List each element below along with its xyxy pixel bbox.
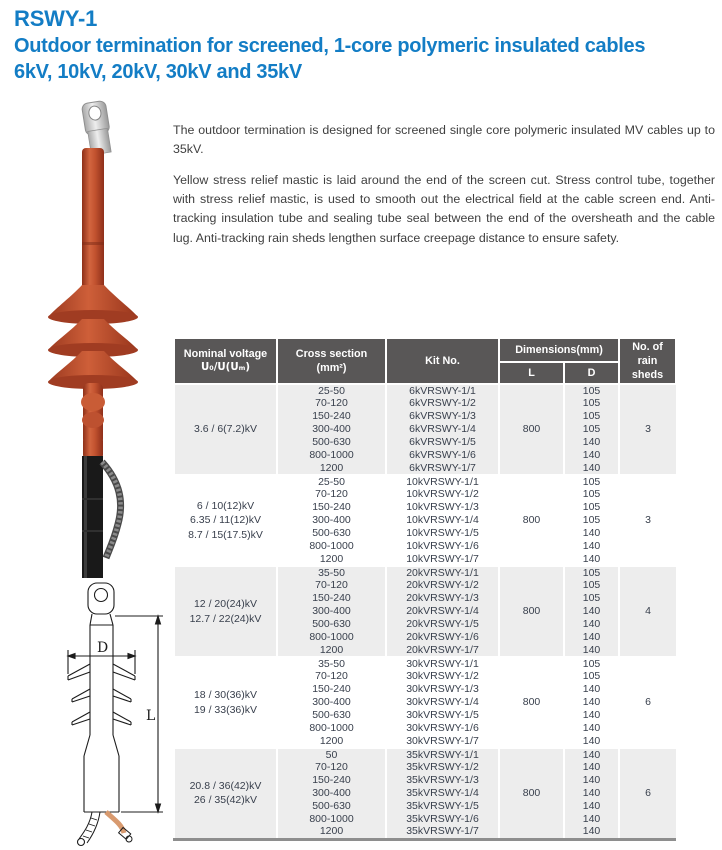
dimension-d-cell: 105 (564, 579, 619, 592)
col-header-dim-d: D (564, 362, 619, 384)
kit-no-cell: 6kVRSWY-1/1 (386, 384, 499, 397)
kit-no-cell: 6kVRSWY-1/2 (386, 397, 499, 410)
dimension-d-cell: 140 (564, 449, 619, 462)
dimension-d-cell: 105 (564, 566, 619, 579)
dimension-d-cell: 140 (564, 462, 619, 475)
kit-no-cell: 35kVRSWY-1/1 (386, 748, 499, 761)
cross-section-cell: 25-50 (277, 384, 386, 397)
earth-braid (102, 462, 121, 558)
cross-section-cell: 150-240 (277, 683, 386, 696)
cross-section-cell: 150-240 (277, 774, 386, 787)
cross-section-cell: 1200 (277, 462, 386, 475)
dimension-d-cell: 140 (564, 800, 619, 813)
kit-no-cell: 35kVRSWY-1/4 (386, 787, 499, 800)
dimension-d-cell: 140 (564, 709, 619, 722)
cross-section-cell: 70-120 (277, 488, 386, 501)
kit-no-cell: 30kVRSWY-1/1 (386, 657, 499, 670)
sealing-tube (81, 383, 105, 458)
dimension-d-cell: 140 (564, 553, 619, 566)
page-title: Outdoor termination for screened, 1-core polymeric insulated cables (14, 34, 646, 57)
spec-table (173, 337, 677, 841)
cross-section-cell: 1200 (277, 735, 386, 748)
cross-section-cell: 1200 (277, 644, 386, 657)
technical-drawing (20, 580, 170, 848)
kit-no-cell: 30kVRSWY-1/7 (386, 735, 499, 748)
kit-no-cell: 20kVRSWY-1/2 (386, 579, 499, 592)
col-header-kit-no: Kit No. (386, 338, 499, 384)
spec-table-wrap (173, 337, 675, 841)
cross-section-cell: 500-630 (277, 618, 386, 631)
kit-no-cell: 30kVRSWY-1/2 (386, 670, 499, 683)
rain-sheds-cell: 3 (619, 384, 676, 475)
dimension-d-cell: 105 (564, 488, 619, 501)
cross-section-cell: 25-50 (277, 475, 386, 488)
kit-no-cell: 20kVRSWY-1/7 (386, 644, 499, 657)
description (173, 121, 715, 248)
cross-section-cell: 1200 (277, 553, 386, 566)
rain-sheds-cell: 4 (619, 566, 676, 657)
cross-section-cell: 300-400 (277, 605, 386, 618)
cross-section-cell: 70-120 (277, 397, 386, 410)
cross-section-cell: 300-400 (277, 423, 386, 436)
kit-no-cell: 10kVRSWY-1/4 (386, 514, 499, 527)
kit-no-cell: 20kVRSWY-1/4 (386, 605, 499, 618)
voltage-group (174, 384, 676, 475)
dimension-d-cell: 105 (564, 475, 619, 488)
cross-section-cell: 70-120 (277, 670, 386, 683)
kit-no-cell: 6kVRSWY-1/6 (386, 449, 499, 462)
kit-no-cell: 10kVRSWY-1/5 (386, 527, 499, 540)
voltage-group (174, 475, 676, 566)
cross-section-cell: 70-120 (277, 761, 386, 774)
kit-no-cell: 30kVRSWY-1/6 (386, 722, 499, 735)
dimension-d-cell: 140 (564, 683, 619, 696)
dimension-d-cell: 140 (564, 722, 619, 735)
table-row (174, 657, 676, 670)
dimension-d-cell: 140 (564, 631, 619, 644)
voltage-group (174, 748, 676, 839)
dimension-d-cell: 105 (564, 410, 619, 423)
kit-no-cell: 20kVRSWY-1/5 (386, 618, 499, 631)
nominal-voltage-cell: 18 / 30(36)kV 19 / 33(36)kV (174, 657, 277, 748)
cross-section-cell: 70-120 (277, 579, 386, 592)
dimension-d-cell: 105 (564, 670, 619, 683)
dimension-d-label: D (97, 640, 109, 656)
voltage-group (174, 566, 676, 657)
dimension-d-cell: 105 (564, 657, 619, 670)
cross-section-cell: 800-1000 (277, 449, 386, 462)
rain-sheds-header-line1: No. of (632, 341, 663, 353)
kit-no-cell: 10kVRSWY-1/3 (386, 501, 499, 514)
col-header-cross-section: Cross section (mm²) (277, 338, 386, 384)
cross-section-cell: 500-630 (277, 436, 386, 449)
nominal-voltage-cell: 6 / 10(12)kV 6.35 / 11(12)kV 8.7 / 15(17.5)kV (174, 475, 277, 566)
nominal-voltage-header-line1: Nominal voltage (183, 348, 268, 361)
dimension-d-cell: 140 (564, 774, 619, 787)
kit-no-cell: 6kVRSWY-1/4 (386, 423, 499, 436)
kit-no-cell: 6kVRSWY-1/3 (386, 410, 499, 423)
dimension-l-cell: 800 (499, 384, 564, 475)
dimension-d-cell: 140 (564, 527, 619, 540)
dimension-d-cell: 105 (564, 384, 619, 397)
cross-section-cell: 800-1000 (277, 813, 386, 826)
title-block (14, 5, 714, 85)
dimension-d-cell: 105 (564, 514, 619, 527)
table-row (174, 384, 676, 397)
dimension-d-cell: 140 (564, 761, 619, 774)
table-header (174, 338, 676, 384)
cross-section-cell: 300-400 (277, 514, 386, 527)
cross-section-cell: 150-240 (277, 592, 386, 605)
nominal-voltage-cell: 20.8 / 36(42)kV 26 / 35(42)kV (174, 748, 277, 839)
page-title-voltages: 6kV, 10kV, 20kV, 30kV and 35kV (14, 60, 302, 83)
nominal-voltage-header-line2: U₀/U(Uₘ) (200, 362, 251, 374)
cable-oversheath (82, 456, 103, 578)
rain-sheds-cell: 6 (619, 748, 676, 839)
cross-section-cell: 150-240 (277, 501, 386, 514)
dimension-d-cell: 105 (564, 592, 619, 605)
col-header-dimensions: Dimensions(mm) (499, 338, 619, 362)
kit-no-cell: 20kVRSWY-1/3 (386, 592, 499, 605)
cross-section-cell: 800-1000 (277, 722, 386, 735)
cross-section-cell: 35-50 (277, 657, 386, 670)
cross-section-cell: 300-400 (277, 787, 386, 800)
kit-no-cell: 30kVRSWY-1/4 (386, 696, 499, 709)
kit-no-cell: 35kVRSWY-1/2 (386, 761, 499, 774)
rain-sheds-cell: 3 (619, 475, 676, 566)
rain-sheds (48, 285, 138, 389)
kit-no-cell: 10kVRSWY-1/1 (386, 475, 499, 488)
dimension-d-cell: 105 (564, 397, 619, 410)
voltage-group (174, 657, 676, 748)
nominal-voltage-cell: 3.6 / 6(7.2)kV (174, 384, 277, 475)
dimension-d-cell: 140 (564, 813, 619, 826)
kit-no-cell: 10kVRSWY-1/7 (386, 553, 499, 566)
kit-no-cell: 35kVRSWY-1/7 (386, 826, 499, 839)
kit-no-cell: 35kVRSWY-1/3 (386, 774, 499, 787)
dimension-d-cell: 140 (564, 787, 619, 800)
kit-no-cell: 35kVRSWY-1/5 (386, 800, 499, 813)
description-para-1: The outdoor termination is designed for screened single core polymeric insulated MV cables up to 35kV. (173, 123, 715, 157)
dimension-d-cell: 140 (564, 436, 619, 449)
dimension-d-cell: 140 (564, 644, 619, 657)
cross-section-cell: 50 (277, 748, 386, 761)
description-para-2: Yellow stress relief mastic is laid around the end of the screen cut. Stress control tube, together with stress relief mastic, is used to smooth out the electrical field at the cable screen end. Anti-tracking insulation tube and sealing tube seal between the end of the oversheath and the cable lug. Anti-tracking rain sheds lengthen surface creepage distance to ensure safety. (173, 172, 715, 245)
kit-no-cell: 6kVRSWY-1/7 (386, 462, 499, 475)
product-photo-image (20, 100, 170, 580)
dimension-d-cell: 105 (564, 423, 619, 436)
rain-sheds-cell: 6 (619, 657, 676, 748)
dimension-d-cell: 140 (564, 826, 619, 839)
dimension-d-cell: 140 (564, 618, 619, 631)
cross-section-cell: 500-630 (277, 800, 386, 813)
dimension-d-cell: 140 (564, 748, 619, 761)
technical-drawing-image (20, 580, 170, 848)
table-row (174, 748, 676, 761)
kit-no-cell: 20kVRSWY-1/1 (386, 566, 499, 579)
col-header-nominal-voltage (174, 338, 277, 384)
dimension-d-cell: 140 (564, 735, 619, 748)
kit-no-cell: 10kVRSWY-1/2 (386, 488, 499, 501)
dimension-d-cell: 105 (564, 501, 619, 514)
drawing-lug (88, 583, 114, 614)
kit-no-cell: 30kVRSWY-1/5 (386, 709, 499, 722)
col-header-dim-l: L (499, 362, 564, 384)
cross-section-cell: 800-1000 (277, 631, 386, 644)
cross-section-cell: 35-50 (277, 566, 386, 579)
col-header-rain-sheds (619, 338, 676, 384)
product-photo (20, 100, 170, 580)
dimension-l-cell: 800 (499, 657, 564, 748)
dimension-l-cell: 800 (499, 748, 564, 839)
dimension-l-cell: 800 (499, 566, 564, 657)
cross-section-cell: 300-400 (277, 696, 386, 709)
cross-section-cell: 800-1000 (277, 540, 386, 553)
table-row (174, 566, 676, 579)
cable-lug (81, 100, 113, 155)
dimension-d-cell: 140 (564, 696, 619, 709)
kit-no-cell: 35kVRSWY-1/6 (386, 813, 499, 826)
kit-no-cell: 10kVRSWY-1/6 (386, 540, 499, 553)
nominal-voltage-cell: 12 / 20(24)kV 12.7 / 22(24)kV (174, 566, 277, 657)
dimension-l-label: L (146, 708, 156, 724)
kit-no-cell: 20kVRSWY-1/6 (386, 631, 499, 644)
cross-section-cell: 500-630 (277, 709, 386, 722)
product-code: RSWY-1 (14, 6, 98, 31)
rain-sheds-header-line2: rain sheds (631, 355, 664, 382)
kit-no-cell: 6kVRSWY-1/5 (386, 436, 499, 449)
cross-section-cell: 150-240 (277, 410, 386, 423)
dimension-l-cell: 800 (499, 475, 564, 566)
dimension-d-cell: 140 (564, 540, 619, 553)
dimension-d-cell: 140 (564, 605, 619, 618)
cross-section-cell: 1200 (277, 826, 386, 839)
kit-no-cell: 30kVRSWY-1/3 (386, 683, 499, 696)
table-row (174, 475, 676, 488)
cross-section-cell: 500-630 (277, 527, 386, 540)
